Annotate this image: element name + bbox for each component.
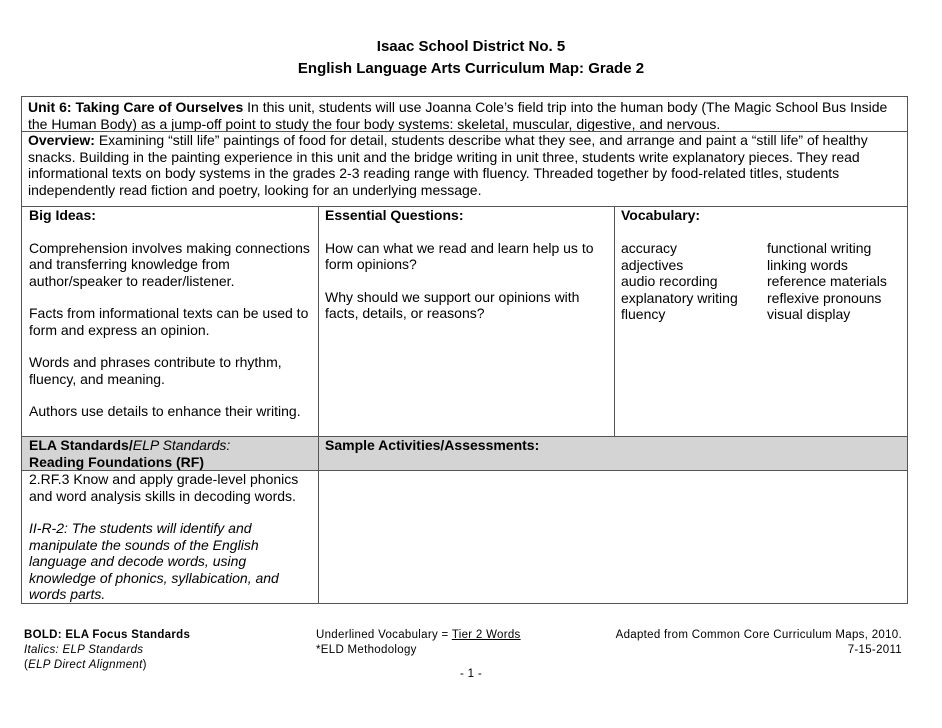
page-number: - 1 - bbox=[460, 668, 482, 680]
essential-question-2: Why should we support our opinions with facts, details, or reasons? bbox=[325, 288, 580, 321]
elp-standard-ii-r-2: II-R-2: The students will identify and manipulate the sounds of the English language and decode words, using knowledge of phonics, syllabication, and words parts. bbox=[29, 520, 279, 602]
legend-direct-alignment: (ELP Direct Alignment) bbox=[24, 659, 147, 671]
vocab-word: adjectives bbox=[621, 256, 684, 273]
vocabulary-heading: Vocabulary: bbox=[621, 207, 701, 223]
vocab-word: functional writing bbox=[767, 240, 872, 256]
ela-standards-label: ELA Standards/ bbox=[29, 437, 133, 453]
vocab-word: visual display bbox=[767, 306, 851, 322]
legend-underline bbox=[316, 628, 521, 643]
vocab-word: accuracy bbox=[621, 240, 678, 256]
big-idea-1: Comprehension involves making connections and transferring knowledge from author/speaker to reader/listener. bbox=[29, 239, 310, 289]
vocab-word: linking words bbox=[767, 256, 848, 273]
curriculum-table bbox=[21, 96, 908, 604]
overview-row bbox=[22, 132, 907, 198]
essential-question-1: How can what we read and learn help us to form opinions? bbox=[325, 239, 594, 272]
vocab-word: reference materials bbox=[767, 273, 887, 289]
vocab-word: fluency bbox=[621, 306, 666, 322]
vocabulary-cell bbox=[614, 207, 907, 327]
big-idea-3: Words and phrases contribute to rhythm, fluency, and meaning. bbox=[29, 354, 282, 387]
standard-cell bbox=[22, 471, 318, 603]
essential-questions-cell bbox=[318, 207, 614, 322]
overview-description: Examining “still life” paintings of food for detail, students describe what they see, and arrange and paint a “still life” of healthy snacks. Building in the painting experience in this unit and the bridge writing in unit three, students write explanatory pieces. They read informational texts on body systems in the grades 2-3 reading range with fluency. Threaded together by food-related titles, students independently read fiction and poetry, looking for an underlying message. bbox=[28, 132, 868, 198]
unit-label: Unit 6: Taking Care of Ourselves bbox=[28, 99, 244, 115]
eld-methodology: *ELD Methodology bbox=[316, 644, 417, 656]
document-title: Isaac School District No. 5 bbox=[376, 38, 566, 55]
sample-activities-heading: Sample Activities/Assessments: bbox=[325, 437, 540, 453]
standards-heading-cell bbox=[22, 437, 318, 470]
adapted-note: Adapted from Common Core Curriculum Maps, 2010. bbox=[615, 629, 902, 641]
unit-row bbox=[22, 99, 907, 132]
elp-standards-label: ELP Standards: bbox=[132, 437, 231, 453]
tier-2-words: Tier 2 Words bbox=[451, 629, 521, 641]
essential-questions-heading: Essential Questions: bbox=[325, 207, 464, 223]
vocabulary-column-2 bbox=[767, 240, 887, 323]
big-ideas-cell bbox=[22, 207, 318, 420]
document-subtitle: English Language Arts Curriculum Map: Grade 2 bbox=[297, 60, 645, 77]
vocabulary-column-1 bbox=[621, 240, 738, 323]
unit-description: In this unit, students will use Joanna Cole’s field trip into the human body (The Magic School Bus Inside the Human Body) as a jump-off point to study the four body systems: skeletal, muscular, digestive, and nervous. bbox=[28, 99, 888, 132]
big-ideas-heading: Big Ideas: bbox=[29, 207, 96, 223]
legend-italic: Italics: ELP Standards bbox=[24, 644, 144, 656]
standard-rf3: 2.RF.3 Know and apply grade-level phonics and word analysis skills in decoding words. bbox=[29, 471, 299, 504]
legend-direct-text: ELP Direct Alignment bbox=[28, 659, 143, 671]
revision-date: 7-15-2011 bbox=[847, 644, 902, 656]
big-idea-2: Facts from informational texts can be used to form and express an opinion. bbox=[29, 305, 309, 338]
legend-bold: BOLD: ELA Focus Standards bbox=[24, 629, 191, 641]
vocab-word: audio recording bbox=[621, 273, 718, 289]
reading-foundations-heading: Reading Foundations (RF) bbox=[29, 453, 204, 470]
overview-label: Overview: bbox=[28, 132, 95, 148]
big-idea-4: Authors use details to enhance their writing. bbox=[29, 403, 301, 419]
underline-prefix: Underlined Vocabulary = bbox=[316, 629, 452, 641]
vocab-word: reflexive pronouns bbox=[767, 289, 882, 306]
vocab-word: explanatory writing bbox=[621, 289, 738, 306]
